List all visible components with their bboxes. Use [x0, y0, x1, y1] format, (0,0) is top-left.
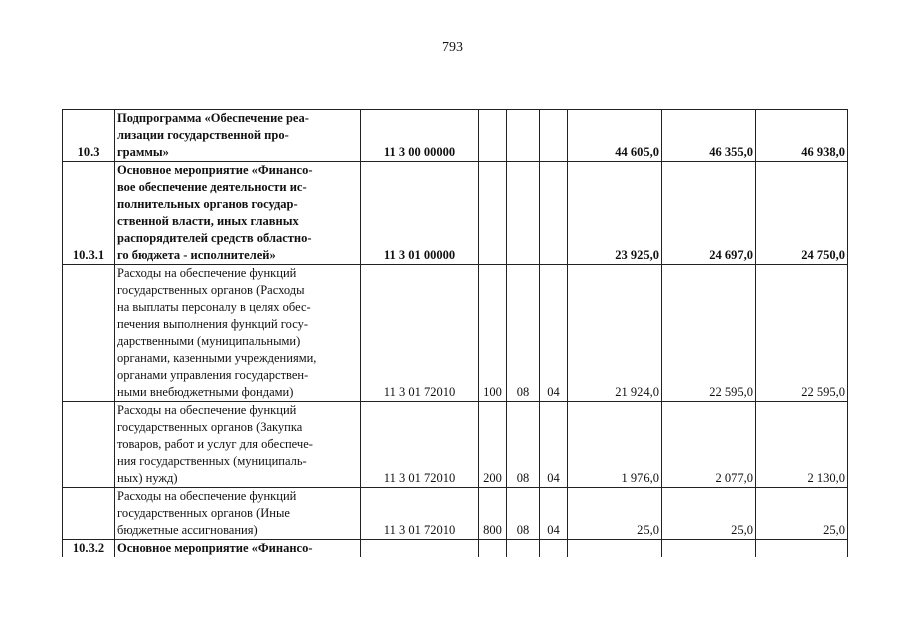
- amount-year-3: 22 595,0: [756, 265, 848, 402]
- amount-year-1: [568, 540, 662, 558]
- subsection-code: [540, 162, 568, 265]
- row-name-line: органами, казенными учреждениями,: [117, 351, 317, 365]
- row-name-line: граммы»: [117, 145, 169, 159]
- budget-code: 11 3 00 00000: [361, 110, 479, 162]
- section-code: [507, 110, 540, 162]
- expense-type-code: [479, 540, 507, 558]
- row-name-line: Расходы на обеспечение функций: [117, 266, 297, 280]
- amount-year-3: 2 130,0: [756, 402, 848, 488]
- amount-year-1: 23 925,0: [568, 162, 662, 265]
- row-name-line: товаров, работ и услуг для обеспече-: [117, 437, 313, 451]
- amount-year-2: 22 595,0: [662, 265, 756, 402]
- row-name-line: печения выполнения функций госу-: [117, 317, 308, 331]
- row-name-line: Подпрограмма «Обеспечение реа-: [117, 111, 309, 125]
- row-name: [115, 110, 361, 162]
- budget-code: 11 3 01 72010: [361, 488, 479, 540]
- row-number: [63, 402, 115, 488]
- budget-code: 11 3 01 72010: [361, 265, 479, 402]
- table-row: [63, 110, 848, 162]
- table-row: [63, 402, 848, 488]
- subsection-code: 04: [540, 402, 568, 488]
- row-number: [63, 265, 115, 402]
- amount-year-1: 25,0: [568, 488, 662, 540]
- row-number: 10.3.2: [63, 540, 115, 558]
- row-name-line: Расходы на обеспечение функций: [117, 489, 297, 503]
- amount-year-1: 44 605,0: [568, 110, 662, 162]
- row-number: [63, 488, 115, 540]
- section-code: [507, 162, 540, 265]
- amount-year-2: 25,0: [662, 488, 756, 540]
- subsection-code: [540, 540, 568, 558]
- row-name-line: лизации государственной про-: [117, 128, 289, 142]
- row-name-line: ния государственных (муниципаль-: [117, 454, 307, 468]
- amount-year-1: 21 924,0: [568, 265, 662, 402]
- row-name-line: распорядителей средств областно-: [117, 231, 312, 245]
- row-name: [115, 488, 361, 540]
- amount-year-3: 46 938,0: [756, 110, 848, 162]
- expense-type-code: 800: [479, 488, 507, 540]
- amount-year-2: 46 355,0: [662, 110, 756, 162]
- row-name-line: ных) нужд): [117, 471, 178, 485]
- row-name-line: бюджетные ассигнования): [117, 523, 258, 537]
- row-name-line: полнительных органов государ-: [117, 197, 298, 211]
- table-row: [63, 162, 848, 265]
- row-name-line: Основное мероприятие «Финансо-: [117, 163, 313, 177]
- row-name: [115, 540, 361, 558]
- section-code: [507, 540, 540, 558]
- amount-year-3: 24 750,0: [756, 162, 848, 265]
- section-code: 08: [507, 488, 540, 540]
- section-code: 08: [507, 265, 540, 402]
- budget-code: [361, 540, 479, 558]
- row-name-line: Расходы на обеспечение функций: [117, 403, 297, 417]
- expense-type-code: [479, 162, 507, 265]
- table-row: [63, 488, 848, 540]
- section-code: 08: [507, 402, 540, 488]
- expense-type-code: 200: [479, 402, 507, 488]
- expense-type-code: [479, 110, 507, 162]
- row-name-line: ственной власти, иных главных: [117, 214, 299, 228]
- row-number: 10.3.1: [63, 162, 115, 265]
- amount-year-2: 2 077,0: [662, 402, 756, 488]
- table-row: [63, 540, 848, 558]
- amount-year-3: 25,0: [756, 488, 848, 540]
- budget-code: 11 3 01 72010: [361, 402, 479, 488]
- amount-year-1: 1 976,0: [568, 402, 662, 488]
- row-name: [115, 162, 361, 265]
- row-name-line: ными внебюджетными фондами): [117, 385, 294, 399]
- expense-type-code: 100: [479, 265, 507, 402]
- row-name-line: Основное мероприятие «Финансо-: [117, 541, 313, 555]
- row-name: [115, 402, 361, 488]
- subsection-code: 04: [540, 488, 568, 540]
- row-name-line: дарственными (муниципальными): [117, 334, 301, 348]
- page-number: 793: [442, 40, 463, 55]
- row-name-line: го бюджета - исполнителей»: [117, 248, 276, 262]
- budget-table: [62, 109, 848, 557]
- subsection-code: 04: [540, 265, 568, 402]
- row-name-line: государственных органов (Расходы: [117, 283, 305, 297]
- row-name-line: государственных органов (Закупка: [117, 420, 303, 434]
- row-name-line: вое обеспечение деятельности ис-: [117, 180, 307, 194]
- table-row: [63, 265, 848, 402]
- budget-code: 11 3 01 00000: [361, 162, 479, 265]
- row-number: 10.3: [63, 110, 115, 162]
- row-name-line: на выплаты персоналу в целях обес-: [117, 300, 311, 314]
- amount-year-2: 24 697,0: [662, 162, 756, 265]
- amount-year-3: [756, 540, 848, 558]
- row-name-line: органами управления государствен-: [117, 368, 309, 382]
- subsection-code: [540, 110, 568, 162]
- row-name: [115, 265, 361, 402]
- row-name-line: государственных органов (Иные: [117, 506, 290, 520]
- amount-year-2: [662, 540, 756, 558]
